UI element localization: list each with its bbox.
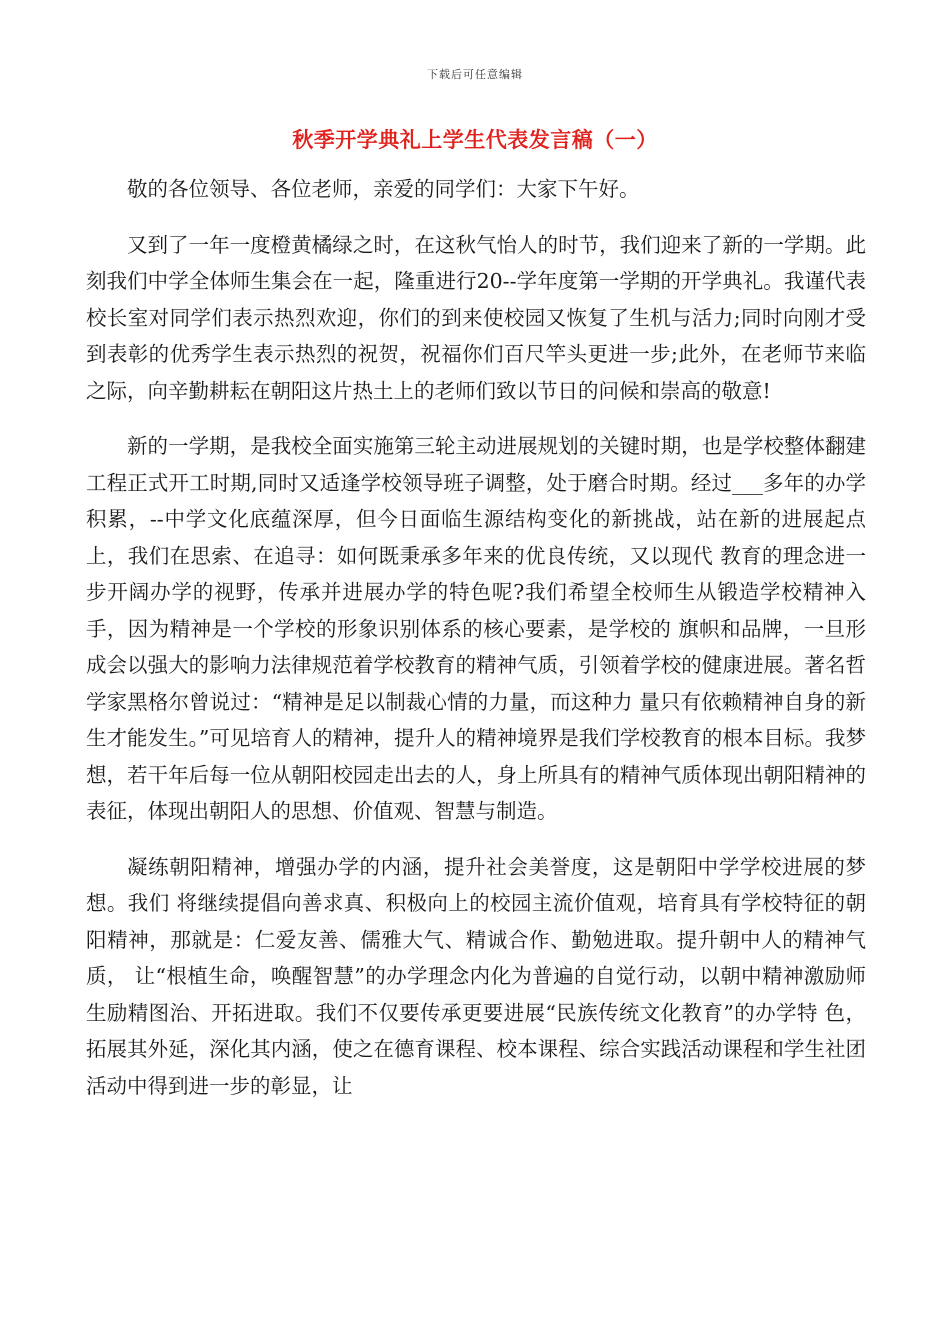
paragraph-chaoyang-spirit: 凝练朝阳精神，增强办学的内涵，提升社会美誉度，这是朝阳中学学校进展的梦想。我们 将继续提倡向善求真、积极向上的校园主流价值观，培育具有学校特征的朝阳精神，那就是：仁爱友善、儒雅大气、精诚合作、勤勉进取。提升朝中人的精神气质， 让“根植生命，唤醒智慧”的办学理念内化为普遍的自觉行动，以朝中精神激励师生励精图治、开拓进取。我们不仅要传承更要进展“民族传统文化教育”的办学特 色，拓展其外延，深化其内涵，使之在德育课程、校本课程、综合实践活动课程和学生社团活动中得到进一步的彰显，让 — [86, 854, 866, 1098]
document-title: 秋季开学典礼上学生代表发言稿（一） — [292, 128, 658, 152]
paragraph-welcome: 又到了一年一度橙黄橘绿之时，在这秋气怡人的时节，我们迎来了新的一学期。此刻我们中学全体师生集会在一起，隆重进行20--学年度第一学期的开学典礼。我谨代表校长室对同学们表示热烈欢迎，你们的到来使校园又恢复了生机与活力;同时向刚才受到表彰的优秀学生表示热烈的祝贺，祝福你们百尺竿头更进一步;此外，在老师节来临之际，向辛勤耕耘在朝阳这片热土上的老师们致以节日的问候和崇高的敬意! — [86, 232, 866, 403]
paragraph-school-spirit: 新的一学期，是我校全面实施第三轮主动进展规划的关键时期，也是学校整体翻建工程正式开工时期,同时又适逢学校领导班子调整，处于磨合时期。经过___多年的办学积累，--中学文化底蕴深厚，但今日面临生源结构变化的新挑战，站在新的进展起点上，我们在思索、在追寻：如何既秉承多年来的优良传统，又以现代 教育的理念进一步开阔办学的视野，传承并进展办学的特色呢?我们希望全校师生从锻造学校精神入手，因为精神是一个学校的形象识别体系的核心要素，是学校的 旗帜和品牌，一旦形成会以强大的影响力法律规范着学校教育的精神气质，引领着学校的健康进展。著名哲学家黑格尔曾说过：“精神是足以制裁心情的力量，而这种力 量只有依赖精神自身的新生才能发生。”可见培育人的精神，提升人的精神境界是我们学校教育的根本目标。我梦想，若干年后每一位从朝阳校园走出去的人，身上所具有的精神气质体现出朝阳精神的表征，体现出朝阳人的思想、价值观、智慧与制造。 — [86, 434, 866, 823]
header-note: 下载后可任意编辑 — [427, 68, 523, 81]
document-body — [86, 171, 866, 1123]
paragraph-greeting: 敬的各位领导、各位老师，亲爱的同学们：大家下午好。 — [127, 177, 640, 201]
